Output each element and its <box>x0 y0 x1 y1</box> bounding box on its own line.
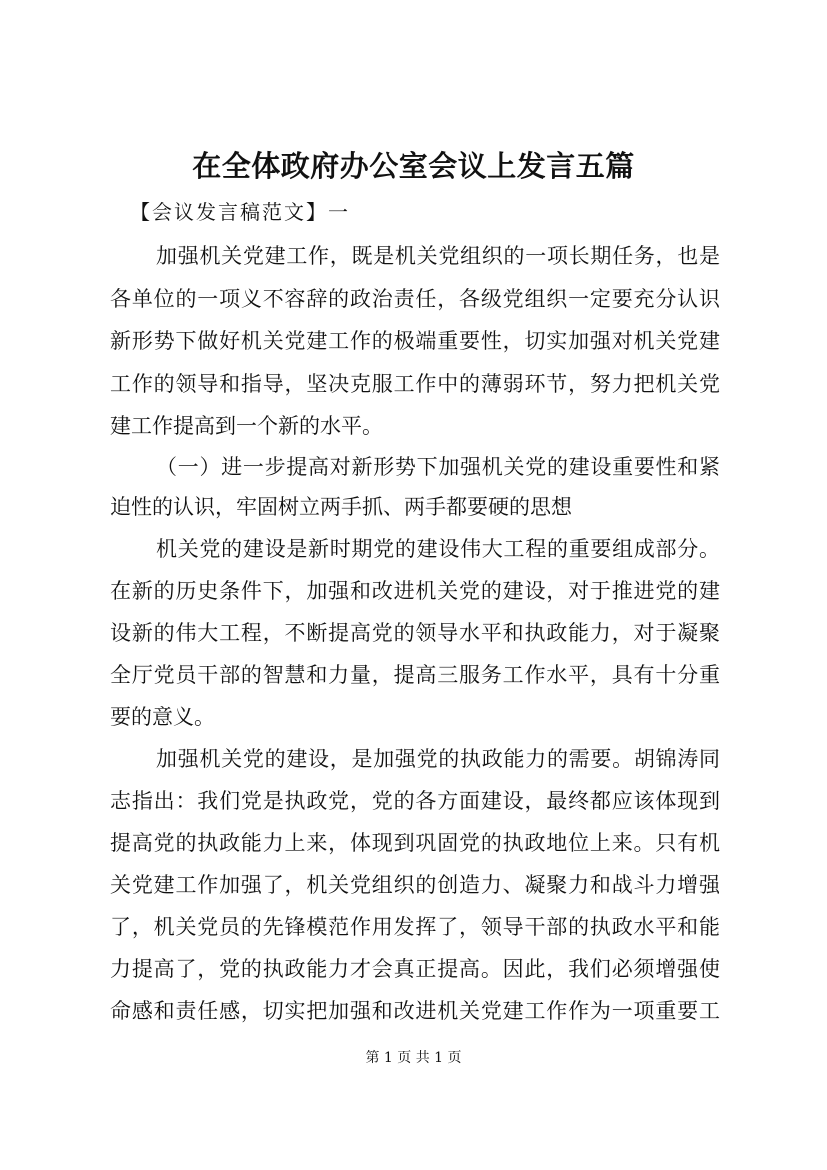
paragraph-line: 提高党的执政能力上来，体现到巩固党的执政地位上来。只有机 <box>110 831 720 855</box>
paragraph-line: 工作的领导和指导，坚决克服工作中的薄弱环节，努力把机关党 <box>110 372 720 396</box>
section-heading-line: 迫性的认识，牢固树立两手抓、两手都要硬的思想 <box>110 495 572 519</box>
paragraph-line: 要的意义。 <box>110 705 215 729</box>
paragraph-line: 加强机关党的建设，是加强党的执政能力的需要。胡锦涛同 <box>156 747 720 771</box>
paragraph-line: 各单位的一项义不容辞的政治责任，各级党组织一定要充分认识 <box>110 287 720 311</box>
paragraph-line: 命感和责任感，切实把加强和改进机关党建工作作为一项重要工 <box>110 999 720 1023</box>
paragraph-line: 在新的历史条件下，加强和改进机关党的建设，对于推进党的建 <box>110 579 720 603</box>
section-heading-line: （一）进一步提高对新形势下加强机关党的建设重要性和紧 <box>156 455 720 479</box>
paragraph-line: 全厅党员干部的智慧和力量，提高三服务工作水平，具有十分重 <box>110 663 720 687</box>
paragraph-line: 机关党的建设是新时期党的建设伟大工程的重要组成部分。 <box>156 537 720 561</box>
paragraph-line: 力提高了，党的执政能力才会真正提高。因此，我们必须增强使 <box>110 957 720 981</box>
document-title: 在全体政府办公室会议上发言五篇 <box>192 149 635 183</box>
paragraph-line: 新形势下做好机关党建工作的极端重要性，切实加强对机关党建 <box>110 329 720 353</box>
paragraph-line: 加强机关党建工作，既是机关党组织的一项长期任务，也是 <box>156 244 720 268</box>
page-footer: 第 1 页 共 1 页 <box>365 1050 462 1066</box>
paragraph-line: 了，机关党员的先锋模范作用发挥了，领导干部的执政水平和能 <box>110 915 720 939</box>
paragraph-line: 关党建工作加强了，机关党组织的创造力、凝聚力和战斗力增强 <box>110 873 720 897</box>
paragraph-line: 设新的伟大工程，不断提高党的领导水平和执政能力，对于凝聚 <box>110 621 720 645</box>
paragraph-line: 志指出：我们党是执政党，党的各方面建设，最终都应该体现到 <box>110 789 720 813</box>
paragraph-line: 建工作提高到一个新的水平。 <box>110 414 383 438</box>
document-subtitle: 【会议发言稿范文】一 <box>130 200 350 224</box>
